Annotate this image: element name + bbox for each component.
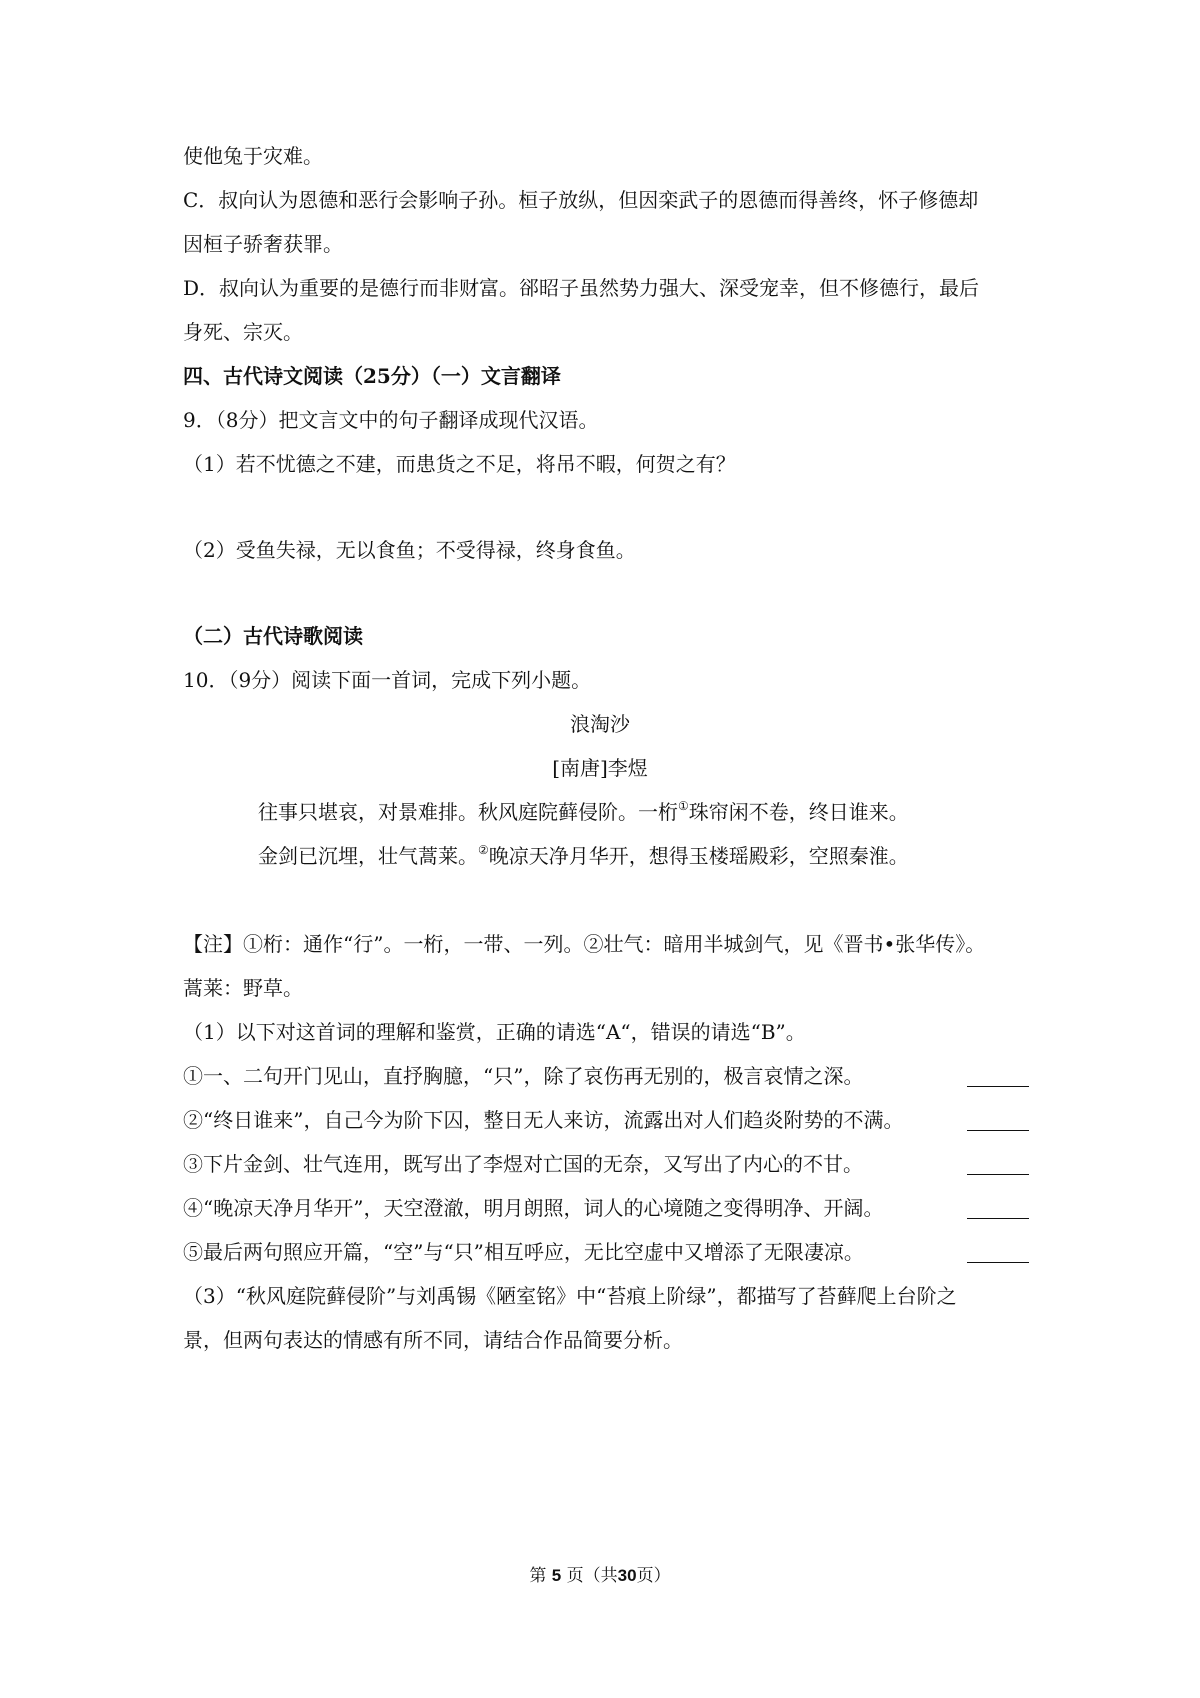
poem-text: 往事只堪哀，对景难排。秋风庭院藓侵阶。一桁 xyxy=(258,800,678,824)
footnote-marker: ② xyxy=(478,843,489,857)
question-10: 10．（9分）阅读下面一首词，完成下列小题。 xyxy=(183,668,592,692)
poem-author: [南唐]李煜 xyxy=(552,756,648,780)
question-9: 9．（8分）把文言文中的句子翻译成现代汉语。 xyxy=(183,408,599,432)
question-10-part-3: （3）“秋风庭院藓侵阶”与刘禹锡《陋室铭》中“苔痕上阶绿”，都描写了苔藓爬上台阶之 xyxy=(183,1284,957,1308)
section-heading: （二）古代诗歌阅读 xyxy=(183,624,363,648)
question-9-part-1: （1）若不忧德之不建，而患货之不足，将吊不暇，何贺之有？ xyxy=(183,452,736,476)
text-line: 使他兔于灾难。 xyxy=(183,144,323,168)
text-line: 因桓子骄奢获罪。 xyxy=(183,232,343,256)
answer-blank[interactable] xyxy=(967,1218,1029,1219)
option-line: ①一、二句开门见山，直抒胸臆，“只”，除了哀伤再无别的，极言哀情之深。 xyxy=(183,1064,864,1088)
answer-blank[interactable] xyxy=(967,1262,1029,1263)
option-line: ⑤最后两句照应开篇，“空”与“只”相互呼应，无比空虚中又增添了无限凄凉。 xyxy=(183,1240,864,1264)
footer-text: 第 xyxy=(529,1566,547,1586)
answer-blank[interactable] xyxy=(967,1174,1029,1175)
answer-blank[interactable] xyxy=(967,1130,1029,1131)
option-c-line: C．叔向认为恩德和恶行会影响子孙。桓子放纵，但因栾武子的恩德而得善终，怀子修德却 xyxy=(183,188,979,212)
question-9-part-2: （2）受鱼失禄，无以食鱼；不受得禄，终身食鱼。 xyxy=(183,538,636,562)
poem-text: 金剑已沉埋，壮气蒿莱。 xyxy=(258,844,478,868)
poem-line xyxy=(258,798,909,826)
option-line: ④“晚凉天净月华开”，天空澄澈，明月朗照，词人的心境随之变得明净、开阔。 xyxy=(183,1196,884,1220)
text-line: 景，但两句表达的情感有所不同，请结合作品简要分析。 xyxy=(183,1328,683,1352)
section-heading: 四、古代诗文阅读（25分）（一）文言翻译 xyxy=(183,364,561,388)
footnote-marker: ① xyxy=(678,799,689,813)
option-line: ②“终日谁来”，自己今为阶下囚，整日无人来访，流露出对人们趋炎附势的不满。 xyxy=(183,1108,904,1132)
answer-blank[interactable] xyxy=(967,1086,1029,1087)
poem-text: 晚凉天净月华开，想得玉楼瑶殿彩，空照秦淮。 xyxy=(488,844,909,868)
option-line: ③下片金剑、壮气连用，既写出了李煜对亡国的无奈，又写出了内心的不甘。 xyxy=(183,1152,863,1176)
poem-text: 珠帘闲不卷，终日谁来。 xyxy=(688,800,909,824)
footer-text: 页） xyxy=(636,1566,671,1586)
poem-title: 浪淘沙 xyxy=(570,712,630,736)
note-line: 蒿莱：野草。 xyxy=(183,976,303,1000)
footer-text: 页（共 xyxy=(566,1566,618,1586)
note-line: 【注】①桁：通作“行”。一桁，一带、一列。②壮气：暗用半城剑气，见《晋书•张华传》。 xyxy=(183,932,986,956)
question-10-part-1: （1）以下对这首词的理解和鉴赏，正确的请选“A“，错误的请选“B”。 xyxy=(183,1020,806,1044)
option-d-line: D．叔向认为重要的是德行而非财富。郤昭子虽然势力强大、深受宠幸，但不修德行，最后 xyxy=(183,276,980,300)
text-line: 身死、宗灭。 xyxy=(183,320,303,344)
page-footer xyxy=(0,1564,1200,1588)
total-pages: 30 xyxy=(617,1566,637,1585)
page-number: 5 xyxy=(551,1566,562,1585)
poem-line xyxy=(258,842,909,870)
